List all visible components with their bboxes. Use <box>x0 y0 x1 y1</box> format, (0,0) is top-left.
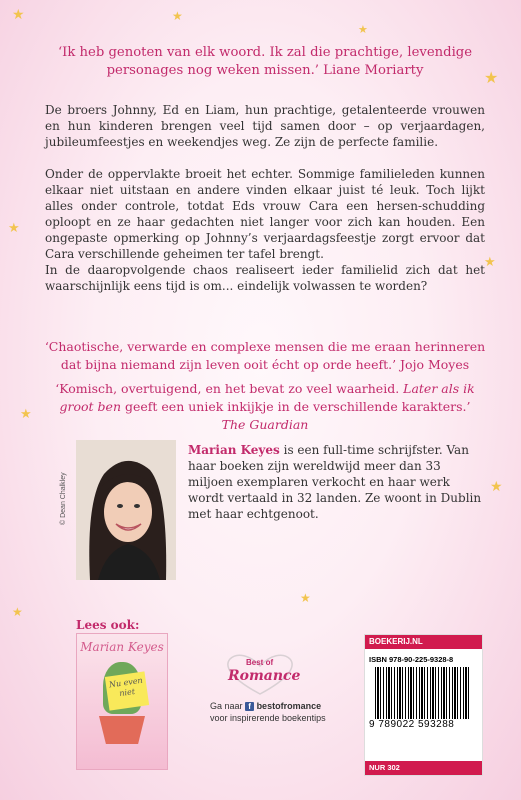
publisher-url: BOEKERIJ.NL <box>365 635 482 649</box>
bor-line2: voor inspirerende boekentips <box>210 713 326 723</box>
star-icon: ★ <box>484 255 496 270</box>
barcode-image <box>375 667 470 719</box>
book-cover-author: Marian Keyes <box>80 640 164 654</box>
book-cover-title: Nu even niet <box>105 671 149 710</box>
star-icon: ★ <box>12 605 23 619</box>
flower-pot-icon <box>99 716 145 744</box>
quote-line: personages nog weken missen.’ Liane Moriarty <box>106 63 424 78</box>
isbn-label: ISBN 978-90-225-9328-8 <box>369 655 454 664</box>
book-title-italic: Later als ik <box>403 381 475 396</box>
blurb-paragraph-3: In de daaropvolgende chaos realiseert ieder familielid zich dat het waarschijnlijk eens tijd is om... eindelijk volwassen te worden? <box>45 263 485 293</box>
logo-text-top: Best of <box>246 658 274 667</box>
quote-moriarty <box>30 44 500 80</box>
bor-prefix: Ga naar <box>210 701 243 711</box>
quote-line: ‘Chaotische, verwarde en complexe mensen die me eraan herinneren <box>44 339 486 354</box>
also-read-book-cover <box>76 633 168 770</box>
quote-guardian <box>30 380 500 434</box>
quote-line: dat bijna niemand zijn leven ooit écht op orde heeft.’ Jojo Moyes <box>60 357 470 372</box>
star-icon: ★ <box>8 221 20 236</box>
facebook-handle[interactable]: bestofromance <box>256 701 322 711</box>
star-icon: ★ <box>172 9 183 23</box>
star-icon: ★ <box>20 407 32 422</box>
barcode-panel <box>364 634 483 776</box>
nur-code: NUR 302 <box>365 761 482 775</box>
quote-text: ‘Komisch, overtuigend, en het bevat zo veel waarheid. <box>55 381 400 396</box>
quote-line: ‘Ik heb genoten van elk woord. Ik zal die prachtige, levendige <box>57 45 473 60</box>
star-icon: ★ <box>358 23 368 36</box>
quote-text: geeft een uniek inkijkje in de verschillende karakters.’ <box>124 399 471 414</box>
barcode-number: 9 789022 593288 <box>369 719 455 730</box>
quote-moyes <box>30 338 500 374</box>
best-of-romance-text <box>210 700 326 724</box>
logo-text-main: Romance <box>228 668 301 684</box>
author-photo <box>76 440 176 580</box>
facebook-icon: f <box>245 702 254 711</box>
star-icon: ★ <box>490 479 503 495</box>
also-read-label: Lees ook: <box>76 618 140 632</box>
blurb-paragraph-2: Onder de oppervlakte broeit het echter. Sommige familieleden kunnen elkaar niet uitstaan en andere vinden elkaar juist té leuk. Toch lijkt alles onder controle, totdat Eds vrouw Cara een hersen-schudding oploopt en ze haar gedachten niet langer voor zich kan houden. Een ongepaste opmerking op Johnny’s verjaardagsfeestje zorgt ervoor dat Cara verschillende geheimen ter tafel brengt. <box>45 167 485 261</box>
star-icon: ★ <box>484 68 499 87</box>
star-icon: ★ <box>300 591 311 605</box>
quote-source: The Guardian <box>221 417 309 432</box>
author-name: Marian Keyes <box>188 443 280 457</box>
star-icon: ★ <box>12 7 25 23</box>
book-title-italic: groot ben <box>59 399 121 414</box>
best-of-romance-logo <box>220 652 300 696</box>
author-bio-text: is een full-time schrijfster. Van haar boeken zijn wereldwijd meer dan 33 miljoen exemplaren verkocht en haar werk wordt vertaald in 32 landen. Ze woont in Dublin met haar echtgenoot. <box>188 443 482 521</box>
photo-credit: © Dean Chalkley <box>60 472 67 525</box>
author-bio <box>188 442 488 522</box>
author-portrait-illustration <box>76 440 176 580</box>
blurb-paragraph-1: De broers Johnny, Ed en Liam, hun prachtige, getalenteerde vrouwen en hun kinderen brengen veel tijd samen door – op verjaardagen, jubileumfeestjes en weekendjes weg. Ze zijn de perfecte familie. <box>45 103 485 149</box>
